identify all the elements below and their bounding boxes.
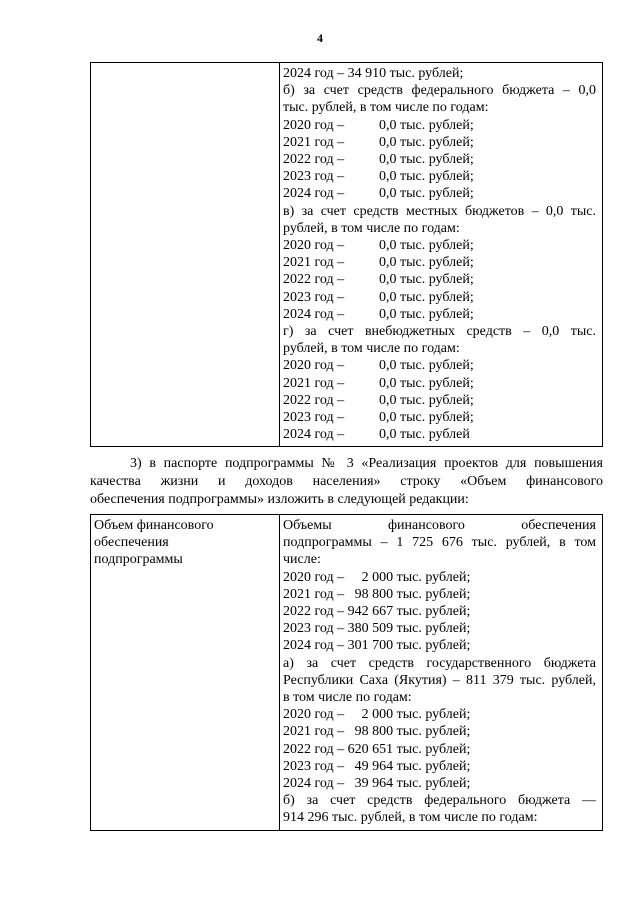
value-line: тыс. рублей, в том числе по годам: [283,100,489,116]
amount-value: 0,0 тыс. рублей; [379,410,474,426]
value-line: 2020 год – 2 000 тыс. рублей; [283,707,471,723]
paragraph-line: обеспечения подпрограммы» изложить в следующей редакции: [90,492,469,507]
value-line: в том числе по годам: [283,690,412,706]
value-line [283,375,596,392]
page-number: 4 [317,31,323,45]
year-label: 2021 год – [283,375,345,391]
value-line: 2024 год – 34 910 тыс. рублей; [283,66,464,81]
value-line [283,151,596,168]
year-label: 2022 год – [283,152,345,168]
value-line: 2023 год – 49 964 тыс. рублей; [283,758,471,774]
amount-value: 0,0 тыс. рублей; [379,169,474,185]
amount-value: 0,0 тыс. рублей; [379,306,474,322]
amount-value: 0,0 тыс. рублей; [379,392,474,408]
row-label: Объем финансового обеспечения подпрограммы [94,518,214,567]
amount-value: 0,0 тыс. рублей; [379,358,474,374]
value-line: 2021 год – 98 800 тыс. рублей; [283,586,471,602]
amendment-paragraph [90,455,603,509]
amount-value: 0,0 тыс. рублей; [379,238,474,254]
amount-value: 0,0 тыс. рублей; [379,186,474,202]
value-line [283,168,596,185]
value-line: подпрограммы – 1 725 676 тыс. рублей, в том [283,535,596,551]
value-line: рублей, в том числе по годам: [283,341,460,357]
value-line: рублей, в том числе по годам: [283,220,460,236]
amount-value: 0,0 тыс. рублей [379,427,470,443]
value-line: Объемы финансового обеспечения [283,518,596,533]
amount-value: 0,0 тыс. рублей; [379,375,474,391]
year-label: 2020 год – [283,117,345,133]
paragraph-line: 3) в паспорте подпрограммы № 3 «Реализация проектов для повышения [130,456,603,471]
financing-values-cell [280,515,603,831]
year-label: 2023 год – [283,410,345,426]
value-line: 2022 год – 942 667 тыс. рублей; [283,604,471,620]
amount-value: 0,0 тыс. рублей; [379,134,474,150]
value-line: в) за счет средств местных бюджетов – 0,0 тыс. [283,203,596,219]
value-line: 2023 год – 380 509 тыс. рублей; [283,621,471,637]
label-cell [91,515,280,831]
value-line: 2021 год – 98 800 тыс. рублей; [283,724,471,740]
year-label: 2021 год – [283,255,345,271]
value-line: 914 296 тыс. рублей, в том числе по годам: [283,810,538,826]
amount-value: 0,0 тыс. рублей; [379,289,474,305]
value-line [283,426,596,443]
year-label: 2021 год – [283,134,345,150]
year-label: 2020 год – [283,358,345,374]
value-line [283,306,596,323]
amount-value: 0,0 тыс. рублей; [379,255,474,271]
year-label: 2022 год – [283,392,345,408]
value-line [283,185,596,202]
year-label: 2024 год – [283,186,345,202]
value-line [283,409,596,426]
amount-value: 0,0 тыс. рублей; [379,152,474,168]
value-line: 2020 год – 2 000 тыс. рублей; [283,569,471,585]
amount-value: 0,0 тыс. рублей; [379,117,474,133]
financing-table-continued [90,62,603,447]
value-line: г) за счет внебюджетных средств – 0,0 тыс. [283,324,596,340]
value-line [283,357,596,374]
year-label: 2024 год – [283,306,345,322]
year-label: 2020 год – [283,238,345,254]
value-line: б) за счет средств федерального бюджета — [283,793,596,809]
value-line: 2024 год – 39 964 тыс. рублей; [283,776,471,792]
value-line: Республики Саха (Якутия) – 811 379 тыс. рублей, [283,672,596,688]
value-line [283,392,596,409]
value-line: 2024 год – 301 700 тыс. рублей; [283,638,471,654]
value-line: б) за счет средств федерального бюджета – 0,0 [283,83,596,99]
year-label: 2022 год – [283,272,345,288]
value-line [283,117,596,134]
value-line: а) за счет средств государственного бюджета [283,655,596,671]
value-line: числе: [283,552,321,568]
subprogram-financing-table [90,514,603,831]
label-cell-empty [91,63,280,447]
year-label: 2023 год – [283,169,345,185]
financing-values-cell [280,63,603,447]
value-line [283,271,596,288]
value-line [283,237,596,254]
amount-value: 0,0 тыс. рублей; [379,272,474,288]
value-line [283,254,596,271]
value-line: 2022 год – 620 651 тыс. рублей; [283,741,471,757]
paragraph-line: качества жизни и доходов населения» строку «Объем финансового [90,474,603,489]
year-label: 2024 год – [283,427,345,443]
year-label: 2023 год – [283,289,345,305]
value-line [283,134,596,151]
value-line [283,289,596,306]
